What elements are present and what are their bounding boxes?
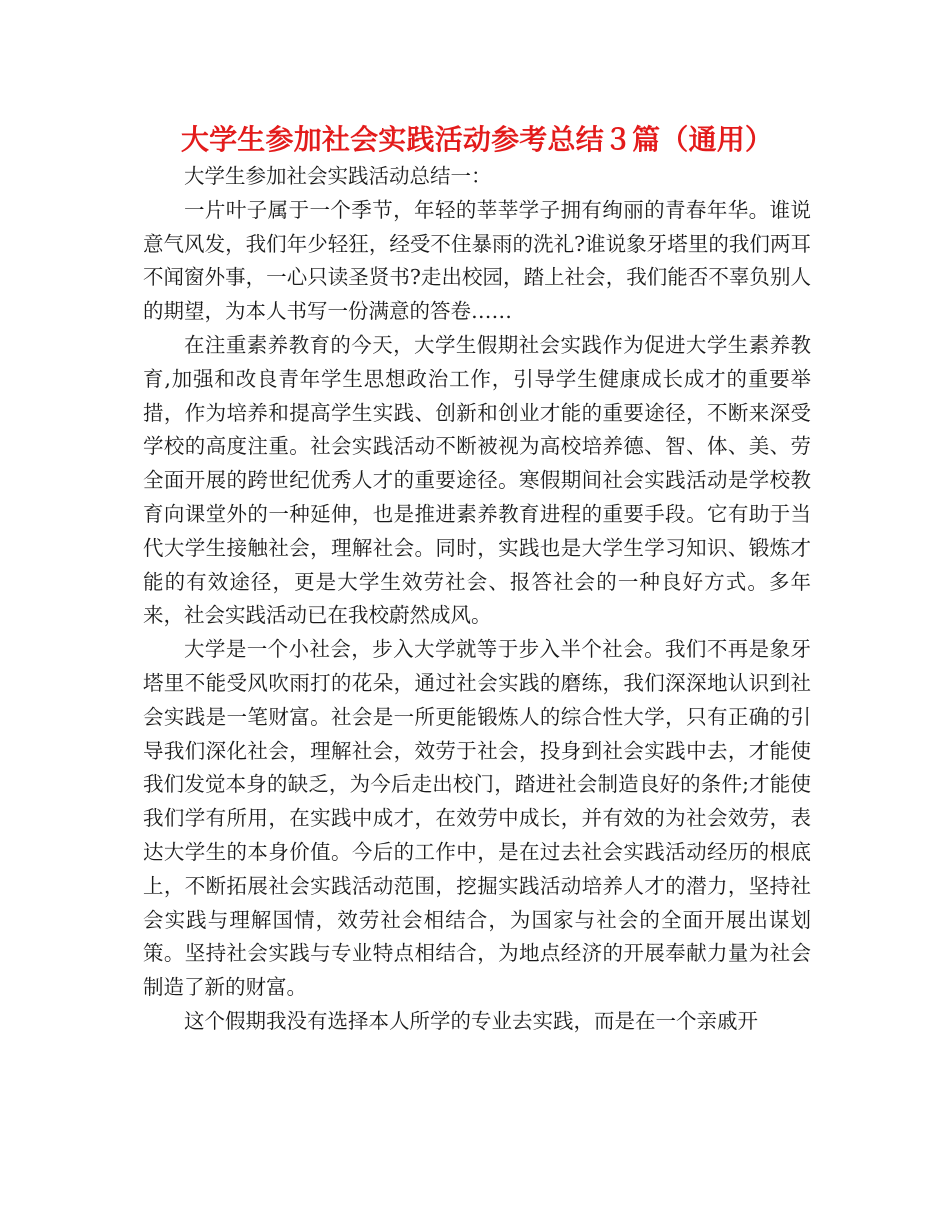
paragraph-2: 在注重素养教育的今天，大学生假期社会实践作为促进大学生素养教育,加强和改良青年学生思想政治工作，引导学生健康成长成才的重要举措，作为培养和提高学生实践、创新和创业才能的重要途径，不断来深受学校的高度注重。社会实践活动不断被视为高校培养德、智、体、美、劳全面开展的跨世纪优秀人才的重要途径。寒假期间社会实践活动是学校教育向课堂外的一种延伸，也是推进素养教育进程的重要手段。它有助于当代大学生接触社会，理解社会。同时，实践也是大学生学习知识、锻炼才能的有效途径，更是大学生效劳社会、报答社会的一种良好方式。多年来，社会实践活动已在我校蔚然成风。 <box>143 332 811 628</box>
section-heading: 大学生参加社会实践活动总结一： <box>184 164 492 188</box>
paragraph-3: 大学是一个小社会，步入大学就等于步入半个社会。我们不再是象牙塔里不能受风吹雨打的花朵，通过社会实践的磨练，我们深深地认识到社会实践是一笔财富。社会是一所更能锻炼人的综合性大学，只有正确的引导我们深化社会，理解社会，效劳于社会，投身到社会实践中去，才能使我们发觉本身的缺乏，为今后走出校门，踏进社会制造良好的条件;才能使我们学有所用，在实践中成才，在效劳中成长，并有效的为社会效劳，表达大学生的本身价值。今后的工作中，是在过去社会实践活动经历的根底上，不断拓展社会实践活动范围，挖掘实践活动培养人才的潜力，坚持社会实践与理解国情，效劳社会相结合，为国家与社会的全面开展出谋划策。坚持社会实践与专业特点相结合，为地点经济的开展奉献力量为社会制造了新的财富。 <box>143 637 811 1000</box>
paragraph-4: 这个假期我没有选择本人所学的专业去实践，而是在一个亲戚开 <box>184 1008 758 1033</box>
paragraph-1: 一片叶子属于一个季节，年轻的莘莘学子拥有绚丽的青春年华。谁说意气风发，我们年少轻狂，经受不住暴雨的洗礼?谁说象牙塔里的我们两耳不闻窗外事，一心只读圣贤书?走出校园，踏上社会，我们能否不辜负别人的期望，为本人书写一份满意的答卷…… <box>143 197 811 324</box>
document-page <box>143 120 811 1039</box>
document-title: 大学生参加社会实践活动参考总结３篇（通用） <box>180 123 774 156</box>
document-body <box>143 160 811 1039</box>
